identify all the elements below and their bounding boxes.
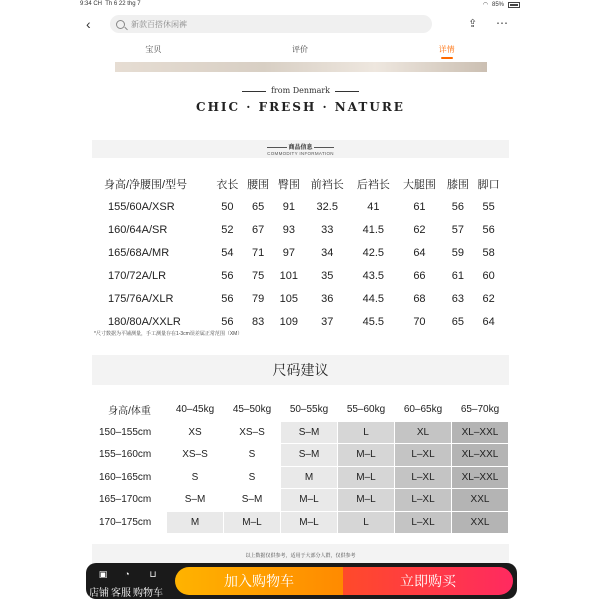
buy-now-button[interactable]: 立即购买: [343, 567, 513, 595]
column-header: 臀围: [277, 178, 300, 191]
table-cell: 79: [251, 292, 265, 305]
table-cell: 43.5: [362, 269, 385, 282]
table-cell: 34: [321, 246, 334, 259]
table-cell: 62: [482, 292, 495, 305]
share-icon: ⇪: [468, 18, 478, 30]
table-cell: 65: [251, 200, 265, 213]
table-cell: XS–S: [224, 421, 281, 444]
table-cell: 56: [482, 223, 495, 236]
search-icon: [116, 20, 125, 29]
table-cell: L: [338, 511, 395, 534]
brand-origin: [0, 86, 601, 95]
column-header: 前裆长: [310, 178, 344, 191]
table-cell: 60: [482, 269, 495, 282]
table-row: [104, 287, 504, 310]
table-header-row: [93, 399, 509, 422]
table-cell: 65: [451, 315, 464, 328]
search-input[interactable]: [131, 20, 411, 29]
wifi-icon: ◠: [482, 2, 488, 8]
row-header: 150–155cm: [93, 421, 167, 444]
column-header: 65–70kg: [452, 399, 509, 422]
table-cell: S–M: [167, 489, 224, 512]
table-row: [93, 421, 509, 444]
table-row: [104, 195, 504, 218]
table-cell: 59: [451, 246, 464, 259]
bottom-action-bar: [86, 563, 517, 599]
recommendation-footnote: 以上数据仅供参考，适用于大部分人群，仅供参考: [92, 544, 509, 564]
table-cell: 61: [413, 200, 426, 213]
column-header: 50–55kg: [281, 399, 338, 422]
table-cell: 70: [413, 315, 426, 328]
row-header: 160–165cm: [93, 466, 167, 489]
search-bar[interactable]: [110, 15, 432, 33]
column-header: 身高/体重: [93, 399, 167, 422]
more-button[interactable]: [496, 16, 508, 30]
brand-origin-text: from Denmark: [270, 86, 331, 95]
status-date: Th 6 22 thg 7: [105, 1, 141, 7]
column-header: 45–50kg: [224, 399, 281, 422]
row-header: 170–175cm: [93, 511, 167, 534]
shop-icon: ▣: [98, 569, 108, 579]
table-row: [93, 511, 509, 534]
back-button[interactable]: [86, 16, 102, 32]
chevron-left-icon: ‹: [86, 16, 91, 32]
table-cell: 180/80A/XXLR: [108, 315, 181, 328]
table-cell: 165/68A/MR: [108, 246, 170, 259]
table-cell: L–XL: [395, 444, 452, 467]
table-cell: 175/76A/XLR: [108, 292, 174, 305]
table-cell: XL–XXL: [452, 444, 509, 467]
table-cell: 155/60A/XSR: [108, 200, 175, 213]
table-cell: 52: [221, 223, 234, 236]
tab-reviews[interactable]: 评价: [292, 45, 308, 54]
table-cell: L–XL: [395, 511, 452, 534]
table-cell: M–L: [338, 444, 395, 467]
commodity-title: 商品信息: [288, 145, 313, 151]
battery-percent: 85%: [491, 1, 504, 8]
table-cell: 45.5: [362, 315, 385, 328]
table-cell: S: [224, 466, 281, 489]
table-cell: XXL: [452, 489, 509, 512]
table-cell: L–XL: [395, 489, 452, 512]
table-cell: 58: [482, 246, 495, 259]
table-cell: 64: [482, 315, 495, 328]
table-row: [104, 264, 504, 287]
table-cell: 54: [221, 246, 234, 259]
table-cell: 75: [251, 269, 265, 282]
table-cell: M: [167, 511, 224, 534]
table-cell: XL–XXL: [452, 421, 509, 444]
table-cell: 57: [451, 223, 464, 236]
table-cell: 63: [451, 292, 464, 305]
table-cell: 32.5: [316, 200, 338, 213]
table-cell: XS: [167, 421, 224, 444]
table-cell: 42.5: [362, 246, 385, 259]
add-to-cart-button[interactable]: 加入购物车: [175, 567, 343, 595]
divider: [242, 91, 266, 92]
table-row: [93, 444, 509, 467]
table-cell: 35: [321, 269, 334, 282]
commodity-header: [92, 140, 509, 158]
service-label: 客服: [111, 588, 131, 599]
more-icon: ⋯: [496, 16, 508, 30]
table-cell: 67: [251, 223, 265, 236]
table-cell: 33: [321, 223, 334, 236]
column-header: 55–60kg: [338, 399, 395, 422]
table-cell: 97: [282, 246, 295, 259]
table-cell: S: [224, 444, 281, 467]
table-cell: 101: [279, 269, 299, 282]
table-cell: XS–S: [167, 444, 224, 467]
size-table: [104, 172, 504, 333]
table-cell: XL–XXL: [452, 466, 509, 489]
table-cell: S: [167, 466, 224, 489]
table-cell: 160/64A/SR: [108, 223, 168, 236]
table-cell: 56: [221, 315, 234, 328]
table-cell: 37: [321, 315, 334, 328]
table-cell: L–XL: [395, 466, 452, 489]
column-header: 腰围: [247, 178, 270, 191]
table-header-row: [104, 172, 504, 195]
table-cell: 105: [279, 292, 299, 305]
service-icon: ◔: [124, 569, 130, 579]
cart-button[interactable]: [142, 568, 164, 580]
column-header: 后裆长: [356, 178, 390, 191]
cart-label: 购物车: [133, 588, 163, 599]
column-header: 脚口: [477, 178, 500, 191]
divider: [314, 147, 334, 148]
tab-details[interactable]: 详情: [373, 40, 520, 60]
table-cell: 83: [251, 315, 265, 328]
table-cell: 41.5: [362, 223, 385, 236]
table-cell: 71: [251, 246, 265, 259]
status-time: 9:34 CH: [80, 1, 103, 7]
product-photo: [115, 62, 487, 72]
table-cell: 61: [451, 269, 464, 282]
status-bar: [80, 0, 520, 10]
table-cell: M–L: [281, 489, 338, 512]
divider: [335, 91, 359, 92]
table-cell: S–M: [224, 489, 281, 512]
divider: [267, 147, 287, 148]
cart-icon: ⊔: [149, 569, 157, 579]
table-cell: 56: [221, 269, 234, 282]
table-cell: M–L: [338, 466, 395, 489]
brand-tagline: CHIC · FRESH · NATURE: [196, 100, 405, 114]
column-header: 40–45kg: [167, 399, 224, 422]
table-row: [104, 218, 504, 241]
table-cell: 66: [413, 269, 426, 282]
shop-button[interactable]: [92, 568, 114, 580]
table-cell: 50: [221, 200, 234, 213]
table-cell: 56: [221, 292, 234, 305]
table-cell: 62: [413, 223, 426, 236]
table-cell: S–M: [281, 444, 338, 467]
column-header: 60–65kg: [395, 399, 452, 422]
column-header: 膝围: [446, 178, 469, 191]
table-cell: S–M: [281, 421, 338, 444]
table-cell: 93: [282, 223, 295, 236]
tab-item[interactable]: 宝贝: [145, 45, 162, 54]
table-cell: M: [281, 466, 338, 489]
table-cell: 170/72A/LR: [108, 269, 167, 282]
status-time-date: [80, 1, 141, 7]
table-cell: 44.5: [362, 292, 385, 305]
table-cell: XXL: [452, 511, 509, 534]
table-cell: 64: [413, 246, 426, 259]
table-cell: 55: [482, 200, 495, 213]
product-tabs: [80, 40, 520, 60]
column-header: 大腿围: [402, 178, 436, 191]
table-cell: 41: [367, 200, 380, 213]
table-cell: XL: [395, 421, 452, 444]
table-cell: 56: [451, 200, 464, 213]
table-cell: 91: [282, 200, 295, 213]
table-cell: M–L: [338, 489, 395, 512]
table-cell: M–L: [281, 511, 338, 534]
column-header: 衣长: [216, 178, 239, 191]
share-button[interactable]: [468, 17, 477, 30]
battery-icon: [508, 2, 520, 8]
table-row: [93, 489, 509, 512]
size-recommendation-table: [92, 398, 509, 534]
table-row: [93, 466, 509, 489]
table-cell: 36: [321, 292, 334, 305]
table-cell: 109: [279, 315, 299, 328]
table-cell: 68: [413, 292, 426, 305]
service-button[interactable]: [116, 568, 138, 580]
recommendation-title: 尺码建议: [92, 355, 509, 385]
status-indicators: [483, 1, 520, 8]
row-header: 155–160cm: [93, 444, 167, 467]
table-cell: L: [338, 421, 395, 444]
commodity-subtitle: COMMODITY INFORMATION: [267, 151, 334, 156]
table-row: [104, 241, 504, 264]
measurement-note: *尺寸数据为平铺测量，手工测量存在1-3cm误差属正常范围（XM）: [94, 331, 243, 337]
top-bar: [80, 10, 520, 38]
row-header: 165–170cm: [93, 489, 167, 512]
shop-label: 店铺: [89, 588, 109, 599]
column-header: 身高/净腰围/型号: [104, 178, 188, 191]
table-cell: M–L: [224, 511, 281, 534]
